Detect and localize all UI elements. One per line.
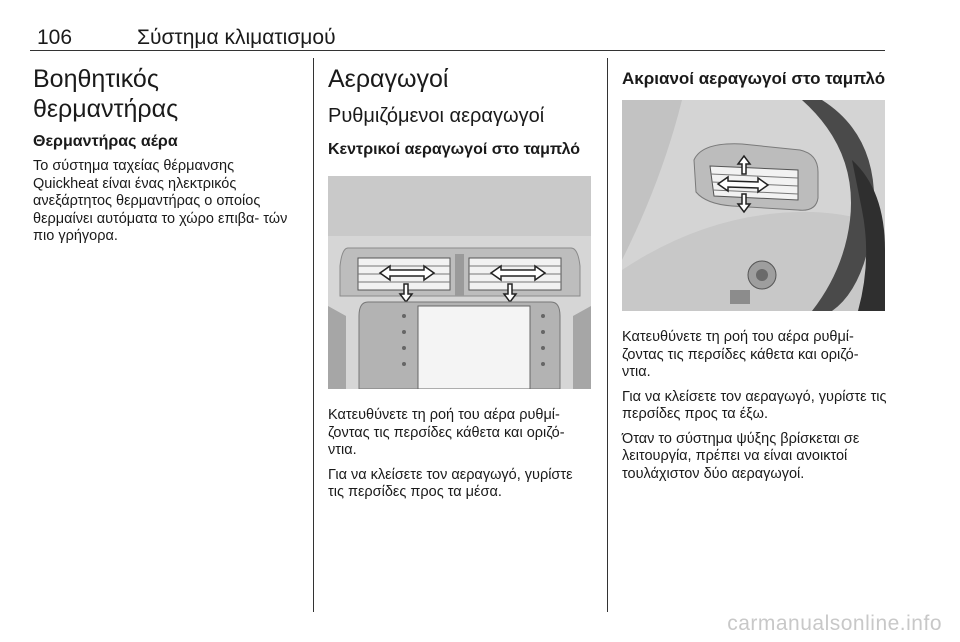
air-vents-heading: Αεραγωγοί [328, 65, 449, 93]
center-vents-paragraph-2: Για να κλείσετε τον αεραγωγό, γυρίστε τις περσίδες προς τα μέσα. [328, 466, 573, 500]
side-vents-paragraph-3: Όταν το σύστημα ψύξης βρίσκεται σε λειτουργία, πρέπει να είναι ανοικτοί τουλάχιστον δύο αεραγωγοί. [622, 430, 860, 482]
quickheat-paragraph: Το σύστημα ταχείας θέρμανσης Quickheat είναι ένας ηλεκτρικός ανεξάρτητος θερμαντήρας ο οποίος θερμαίνει αυτόματα το χώρο επιβα- τών πιο γρήγορα. [33, 158, 288, 244]
center-vents-paragraph-1: Κατευθύνετε τη ροή του αέρα ρυθμί- ζοντας τις περσίδες κάθετα και οριζό- ντια. [328, 407, 565, 458]
column-divider-1 [313, 58, 314, 612]
adjustable-vents-heading: Ρυθμιζόμενοι αεραγωγοί [328, 105, 545, 127]
center-vents-heading: Κεντρικοί αεραγωγοί στο ταμπλό [328, 141, 581, 158]
air-heater-subheading: Θερμαντήρας αέρα [33, 133, 178, 150]
side-vents-heading: Ακριανοί αεραγωγοί στο ταμπλό [622, 69, 886, 88]
page-number: 106 [37, 26, 73, 49]
column-air-vents [328, 58, 591, 502]
section-title: Σύστημα κλιματισμού [137, 26, 336, 49]
side-vents-paragraph-1: Κατευθύνετε τη ροή του αέρα ρυθμί- ζοντας τις περσίδες κάθετα και οριζό- ντια. [622, 329, 859, 380]
column-auxiliary-heater [33, 58, 295, 246]
watermark: carmanualsonline.info [727, 612, 942, 635]
header-rule [30, 50, 885, 51]
side-vents-paragraph-2: Για να κλείσετε τον αεραγωγό, γυρίστε τις περσίδες προς τα έξω. [622, 388, 887, 422]
column-side-vents [622, 58, 887, 483]
column-divider-2 [607, 58, 608, 612]
auxiliary-heater-heading: Βοηθητικός θερμαντήρας [33, 65, 179, 123]
side-vents-illustration [622, 100, 885, 311]
center-vents-illustration [328, 176, 591, 389]
